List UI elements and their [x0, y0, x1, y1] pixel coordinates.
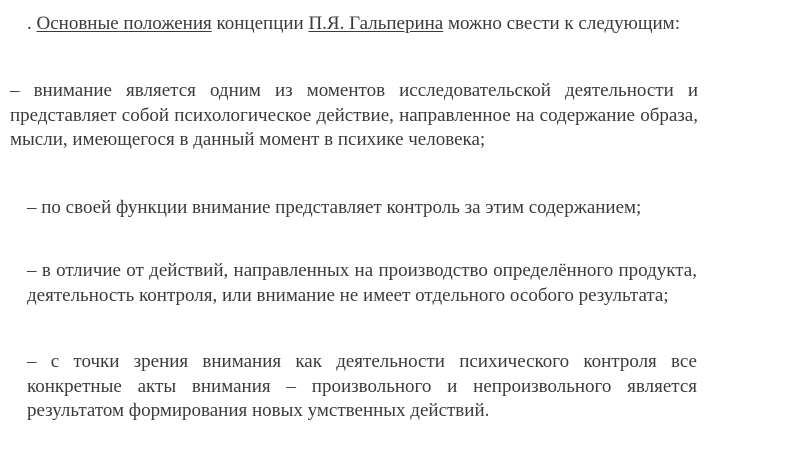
intro-paragraph [27, 12, 697, 37]
intro-mid: концепции [211, 13, 309, 34]
point-new-mental-actions: – с точки зрения внимания как деятельности психического контроля все конкретные акты внимания – произвольного и непроизвольного является результатом формирования новых умственных действий. [27, 351, 697, 421]
author-name: П.Я. Гальперина [308, 13, 444, 34]
point-control-no-result: – в отличие от действий, направленных на производство определённого продукта, деятельность контроля, или внимание не имеет отдельного особого результата; [27, 260, 697, 306]
point-attention-definition: – внимание является одним из моментов исследовательской деятельности и представляет собой психологическое действие, направленное на содержание образа, мысли, имеющегося в данный момент в психике человека; [10, 80, 698, 150]
point-attention-function: – по своей функции внимание представляет контроль за этим содержанием; [27, 197, 642, 218]
intro-tail: можно свести к следующим: [443, 13, 680, 34]
main-provisions-term: Основные положения [36, 13, 212, 34]
intro-lead: . [27, 13, 37, 34]
